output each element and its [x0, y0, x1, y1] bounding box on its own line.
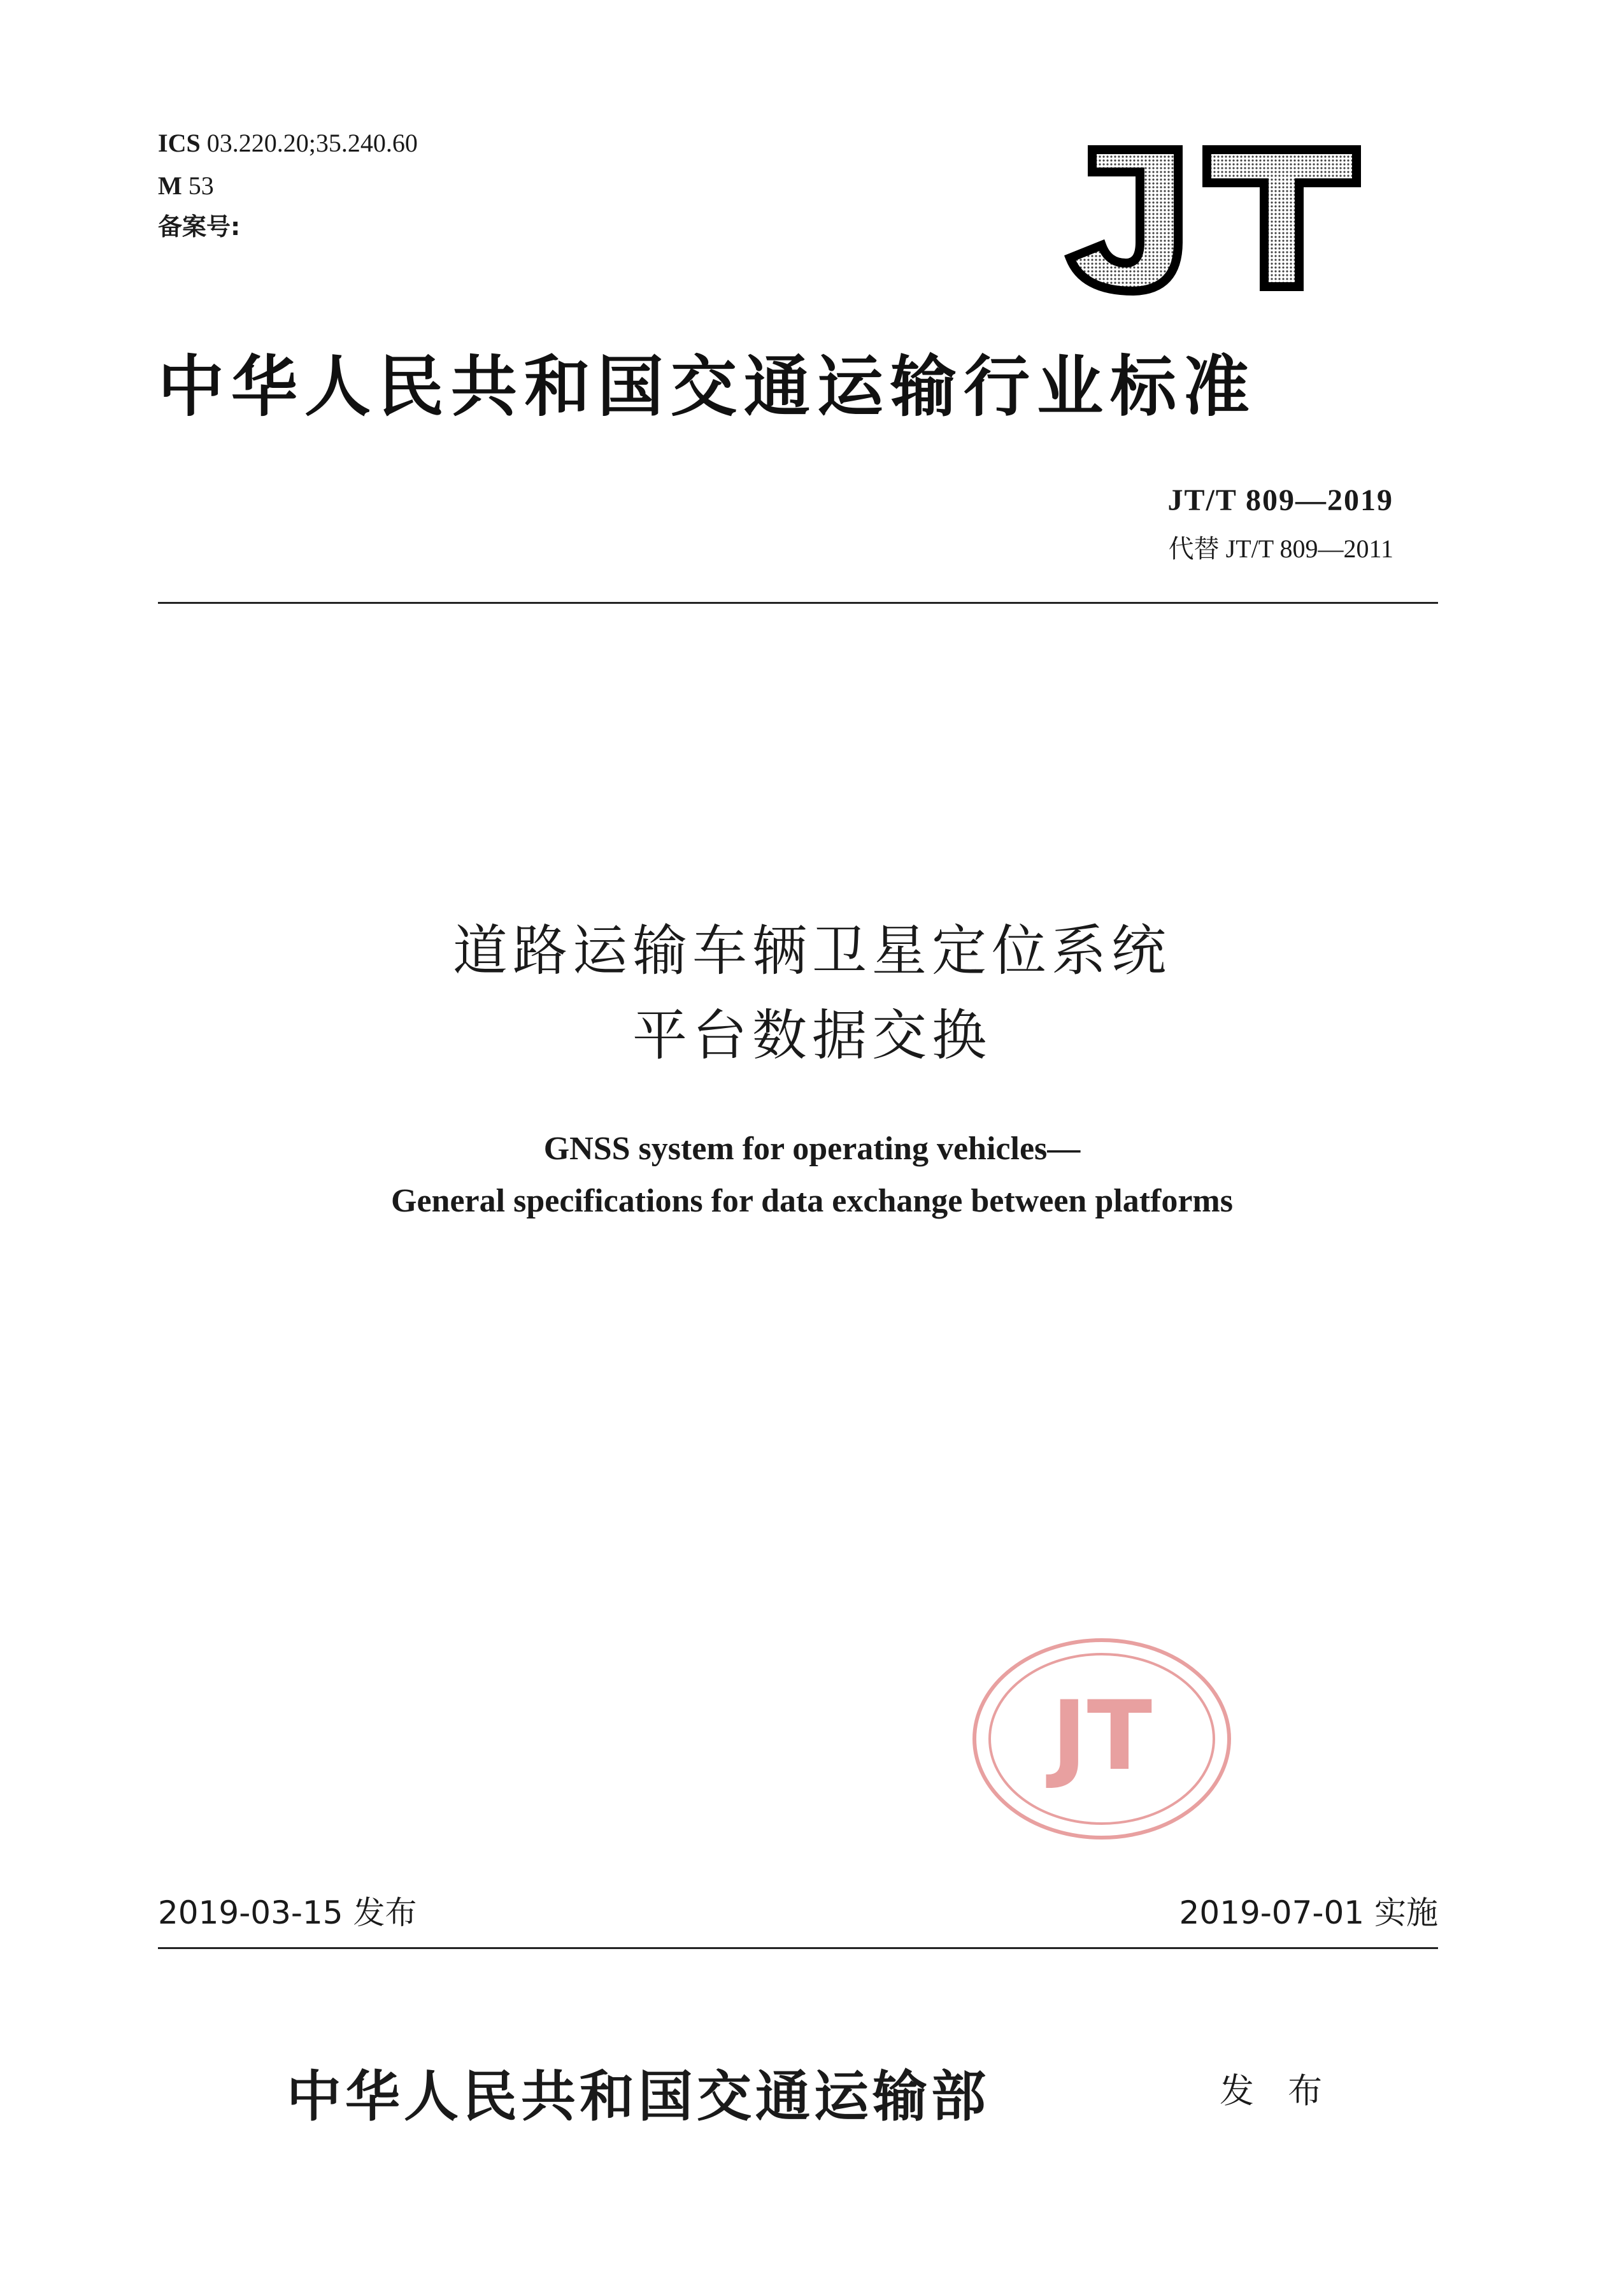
divider-bottom: [158, 1947, 1438, 1949]
stamp-text: JT: [1051, 1681, 1153, 1792]
standard-code: JT/T 809—2019: [1167, 483, 1393, 517]
classification-label: M: [158, 171, 182, 200]
chinese-title-line-1: 道路运输车辆卫星定位系统: [453, 919, 1171, 983]
logo-letter-j: [1070, 150, 1178, 291]
implement-date: 2019-07-01 实施: [1179, 1894, 1438, 1931]
logo-letter-t: [1207, 150, 1357, 287]
jt-logo: [1044, 143, 1363, 296]
issuer-suffix: 发 布: [1220, 2071, 1334, 2111]
english-title-line-2: General specifications for data exchange between platforms: [391, 1183, 1233, 1219]
issuer-name: 中华人民共和国交通运输部: [287, 2065, 990, 2129]
chinese-title-line-2: 平台数据交换: [632, 1004, 992, 1068]
replaces-standard: 代替 JT/T 809—2011: [1168, 534, 1393, 563]
standard-category-title: 中华人民共和国交通运输行业标准: [158, 348, 1257, 425]
divider-top: [158, 602, 1438, 604]
classification-code: [158, 173, 214, 199]
record-number-label: 备案号:: [158, 213, 241, 241]
ics-value: 03.220.20;35.240.60: [206, 129, 418, 157]
ics-label: ICS: [158, 129, 201, 157]
ics-code: [158, 131, 418, 156]
english-title-line-1: GNSS system for operating vehicles—: [543, 1131, 1081, 1167]
classification-value: 53: [188, 171, 214, 200]
publish-date: 2019-03-15 发布: [158, 1894, 417, 1931]
jt-watermark-stamp: [968, 1634, 1236, 1844]
